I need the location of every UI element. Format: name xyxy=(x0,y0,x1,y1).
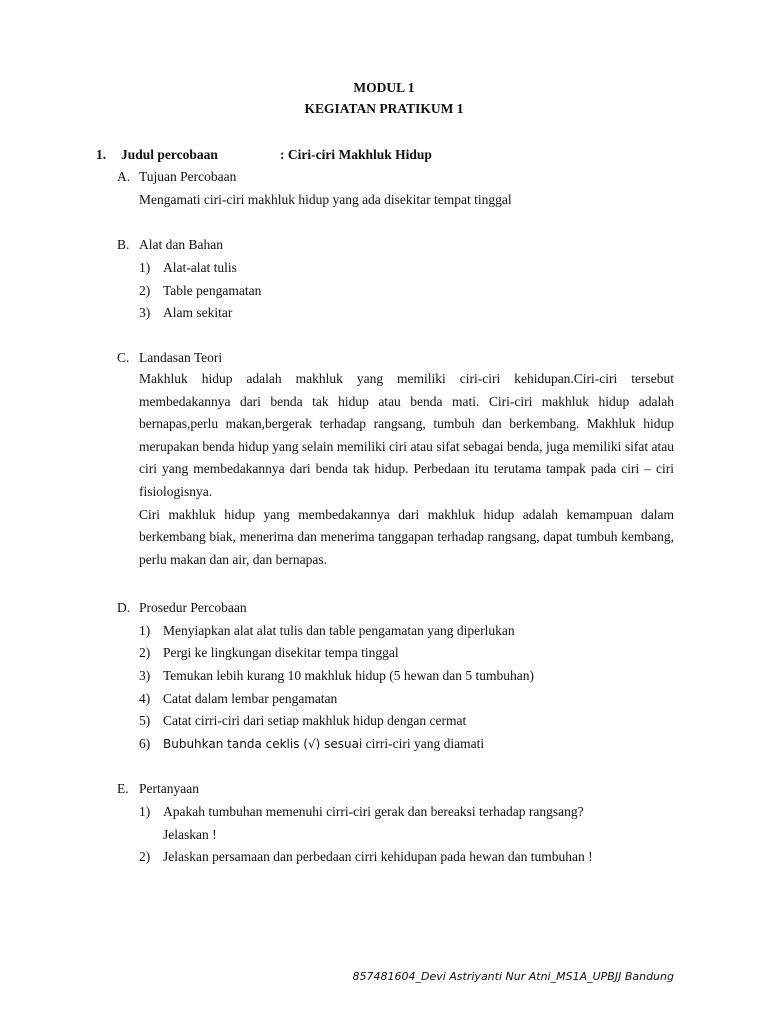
question-1-line-1: Apakah tumbuhan memenuhi cirri-ciri gerak dan bereaksi terhadap rangsang? xyxy=(163,804,584,819)
list-item: Menyiapkan alat alat tulis dan table pengamatan yang diperlukan xyxy=(163,623,515,638)
list-item: Catat dalam lembar pengamatan xyxy=(163,691,338,706)
section-a-letter: A. xyxy=(117,169,131,184)
theory-paragraph-1: Makhluk hidup adalah makhluk yang memiliki ciri-ciri kehidupan.Ciri-ciri tersebut membedakannya dari benda tak hidup atau benda mati. Ciri-ciri makhluk hidup adalah bernapas,perlu makan,bergerak terhadap rangsang, tumbuh dan berkembang. Makhluk hidup merupakan benda hidup yang selain memiliki ciri atau sifat sebagai benda, juga memiliki sifat atau ciri yang membedakannya dari benda tak hidup. Perbedaan itu terutama tampak pada ciri – ciri fisiologisnya. xyxy=(139,371,674,499)
list-number: 4) xyxy=(139,691,151,706)
section-a-title: Tujuan Percobaan xyxy=(139,169,237,184)
section-d-title: Prosedur Percobaan xyxy=(139,600,247,615)
list-item: Alam sekitar xyxy=(163,305,233,320)
activity-title: KEGIATAN PRATIKUM 1 xyxy=(304,101,464,116)
list-item: Alat-alat tulis xyxy=(163,260,237,275)
theory-paragraphs xyxy=(139,368,674,571)
section-a-text: Mengamati ciri-ciri makhluk hidup yang ada disekitar tempat tinggal xyxy=(139,192,512,207)
list-item: Table pengamatan xyxy=(163,283,262,298)
section-value: : Ciri-ciri Makhluk Hidup xyxy=(280,147,432,162)
page-footer: 857481604_Devi Astriyanti Nur Atni_MS1A_UPBJJ Bandung xyxy=(352,970,674,983)
section-number: 1. xyxy=(96,147,107,162)
question-1-line-2: Jelaskan ! xyxy=(163,827,217,842)
section-b-letter: B. xyxy=(117,237,130,252)
list-number: 1) xyxy=(139,260,151,275)
section-label: Judul percobaan xyxy=(121,147,218,162)
checkmark-instruction: Bubuhkan tanda ceklis (√) sesuai xyxy=(163,737,363,751)
list-number: 1) xyxy=(139,804,151,819)
section-e-title: Pertanyaan xyxy=(139,781,199,796)
checkmark-instruction-end: cirri-ciri yang diamati xyxy=(362,736,485,751)
list-number: 2) xyxy=(139,645,151,660)
list-item: Catat cirri-ciri dari setiap makhluk hidup dengan cermat xyxy=(163,713,467,728)
section-d-letter: D. xyxy=(117,600,131,615)
list-number: 1) xyxy=(139,623,151,638)
question-2: Jelaskan persamaan dan perbedaan cirri kehidupan pada hewan dan tumbuhan ! xyxy=(163,849,593,864)
list-number: 2) xyxy=(139,283,151,298)
section-b-title: Alat dan Bahan xyxy=(139,237,223,252)
section-c-title: Landasan Teori xyxy=(139,350,223,365)
section-e-letter: E. xyxy=(117,781,129,796)
list-number: 5) xyxy=(139,713,151,728)
list-number: 3) xyxy=(139,668,151,683)
list-number: 6) xyxy=(139,736,151,751)
theory-paragraph-2: Ciri makhluk hidup yang membedakannya dari makhluk hidup adalah kemampuan dalam berkembang biak, menerima dan menerima tanggapan terhadap rangsang, dapat tumbuh kembang, perlu makan dan air, dan bernapas. xyxy=(139,506,674,567)
list-item: Pergi ke lingkungan disekitar tempa tinggal xyxy=(163,645,399,660)
list-item xyxy=(163,735,484,753)
section-c-letter: C. xyxy=(117,350,130,365)
list-item: Temukan lebih kurang 10 makhluk hidup (5 hewan dan 5 tumbuhan) xyxy=(163,668,534,683)
list-number: 2) xyxy=(139,849,151,864)
module-title: MODUL 1 xyxy=(353,80,415,95)
list-number: 3) xyxy=(139,305,151,320)
